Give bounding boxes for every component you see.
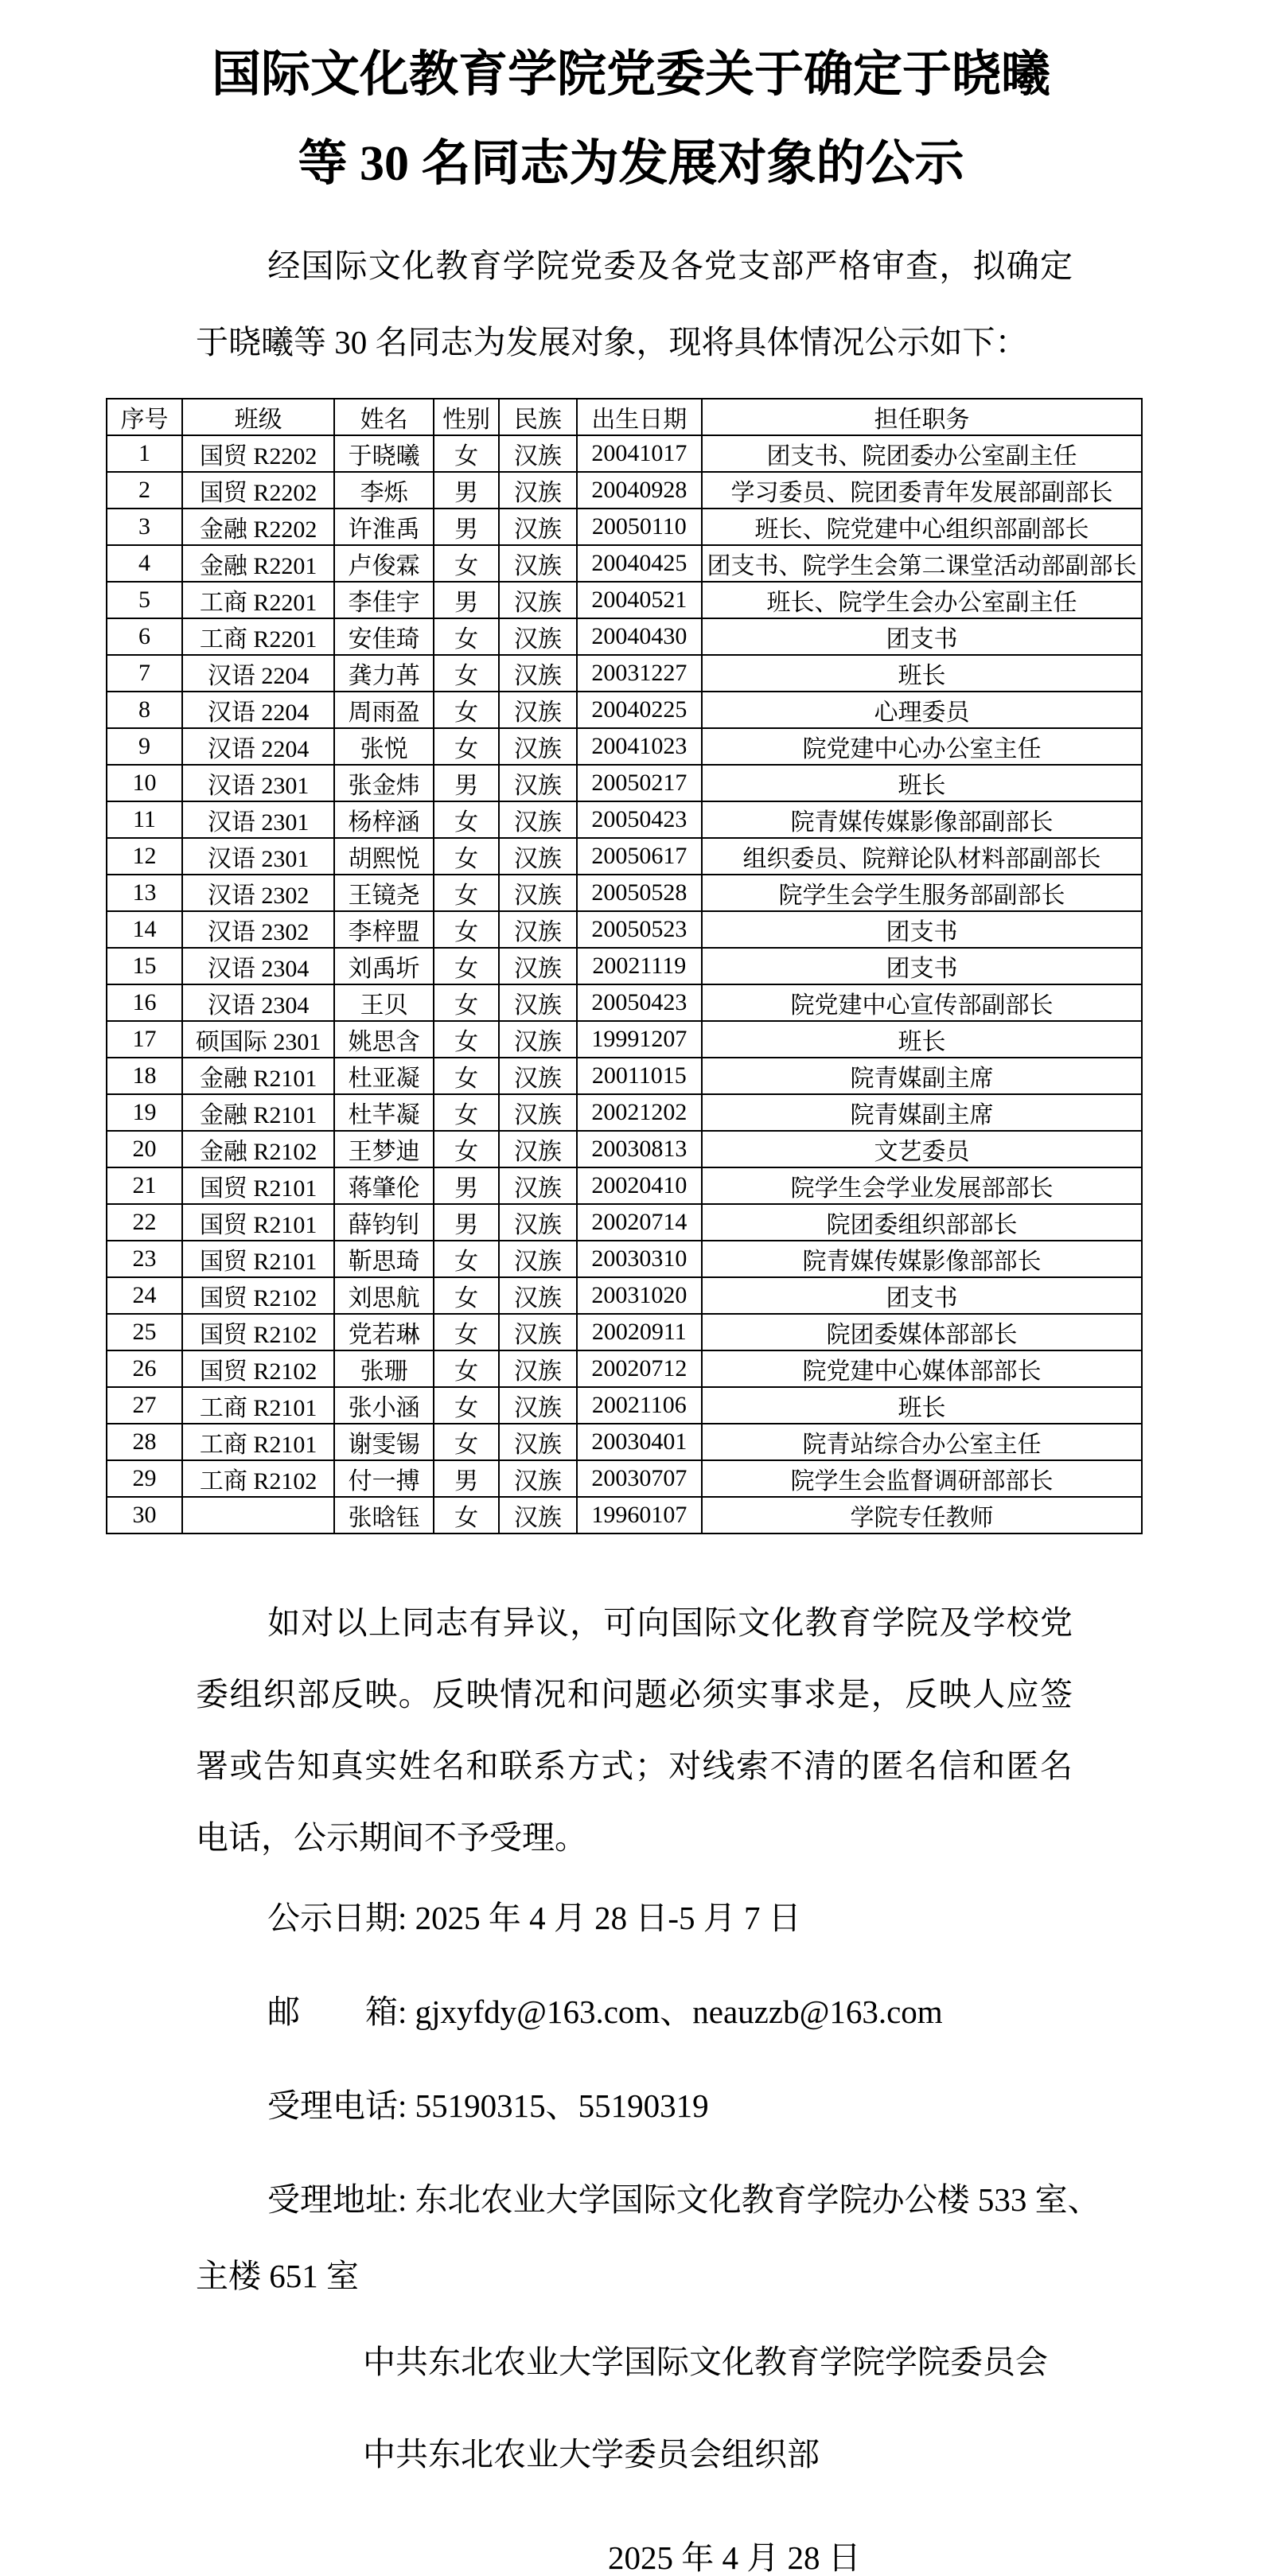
table-cell: 金融 R2101	[182, 1094, 334, 1131]
table-cell: 9	[107, 728, 182, 765]
table-cell: 王镜尧	[334, 875, 434, 911]
table-row	[107, 1314, 1142, 1350]
table-cell: 汉族	[499, 509, 577, 545]
table-row	[107, 472, 1142, 509]
table-cell: 18	[107, 1058, 182, 1094]
table-cell: 23	[107, 1241, 182, 1277]
table-cell: 团支书、院学生会第二课堂活动部副部长	[702, 545, 1142, 582]
table-cell: 20050528	[577, 875, 702, 911]
table-cell: 班长	[702, 765, 1142, 801]
table-cell: 1	[107, 435, 182, 472]
table-cell: 20031227	[577, 655, 702, 692]
table-cell: 20030813	[577, 1131, 702, 1167]
document-title	[0, 30, 1262, 208]
table-cell: 汉语 2301	[182, 801, 334, 838]
table-row	[107, 948, 1142, 984]
table-cell: 汉族	[499, 1131, 577, 1167]
table-cell: 汉族	[499, 1460, 577, 1497]
table-cell: 国贸 R2202	[182, 435, 334, 472]
table-cell: 汉族	[499, 1277, 577, 1314]
table-cell: 班长、院学生会办公室副主任	[702, 582, 1142, 618]
table-cell: 20020712	[577, 1350, 702, 1387]
document-title-line-1: 国际文化教育学院党委关于确定于晓曦	[211, 48, 1050, 102]
table-cell: 团支书	[702, 948, 1142, 984]
table-cell: 汉族	[499, 1021, 577, 1058]
table-cell: 女	[434, 1277, 499, 1314]
table-cell: 汉族	[499, 1241, 577, 1277]
table-cell: 谢雯锡	[334, 1424, 434, 1460]
table-cell: 汉语 2304	[182, 984, 334, 1021]
table-cell: 安佳琦	[334, 618, 434, 655]
table-cell: 20	[107, 1131, 182, 1167]
table-cell: 张珊	[334, 1350, 434, 1387]
table-cell: 20011015	[577, 1058, 702, 1094]
table-cell: 汉族	[499, 875, 577, 911]
table-cell: 女	[434, 1058, 499, 1094]
table-cell: 国贸 R2101	[182, 1204, 334, 1241]
table-cell: 王贝	[334, 984, 434, 1021]
table-cell: 团支书、院团委办公室副主任	[702, 435, 1142, 472]
table-cell: 20050110	[577, 509, 702, 545]
table-cell: 院青媒副主席	[702, 1094, 1142, 1131]
table-cell: 15	[107, 948, 182, 984]
table-cell: 24	[107, 1277, 182, 1314]
table-row	[107, 1241, 1142, 1277]
intro-paragraph: 经国际文化教育学院党委及各党支部严格审查，拟确定于晓曦等 30 名同志为发展对象，现将具体情况公示如下：	[196, 247, 1073, 360]
table-cell: 女	[434, 984, 499, 1021]
table-cell: 20040225	[577, 692, 702, 728]
table-cell: 10	[107, 765, 182, 801]
table-row	[107, 1350, 1142, 1387]
phone-line	[196, 2088, 1262, 2123]
table-cell: 汉语 2301	[182, 765, 334, 801]
table-cell: 20030401	[577, 1424, 702, 1460]
table-cell: 于晓曦	[334, 435, 434, 472]
table-cell: 汉族	[499, 1094, 577, 1131]
table-cell: 28	[107, 1424, 182, 1460]
table-cell: 汉族	[499, 1058, 577, 1094]
document-date: 2025 年 4 月 28 日	[608, 2539, 861, 2576]
notice-date-line	[196, 1900, 1262, 1935]
table-cell: 院青站综合办公室主任	[702, 1424, 1142, 1460]
phone-text: 受理电话: 55190315、55190319	[267, 2087, 709, 2124]
table-row	[107, 1497, 1142, 1534]
table-cell: 国贸 R2102	[182, 1314, 334, 1350]
table-row	[107, 582, 1142, 618]
table-cell: 杜亚凝	[334, 1058, 434, 1094]
signature-university-org-dept: 中共东北农业大学委员会组织部	[363, 2436, 820, 2473]
table-cell: 周雨盈	[334, 692, 434, 728]
table-cell: 29	[107, 1460, 182, 1497]
table-row	[107, 692, 1142, 728]
table-cell: 院团委媒体部部长	[702, 1314, 1142, 1350]
table-cell: 靳思琦	[334, 1241, 434, 1277]
table-cell: 工商 R2201	[182, 618, 334, 655]
table-cell: 姚思含	[334, 1021, 434, 1058]
signature-college-committee: 中共东北农业大学国际文化教育学院学院委员会	[363, 2344, 1048, 2380]
table-cell: 汉语 2302	[182, 875, 334, 911]
table-cell: 汉族	[499, 545, 577, 582]
table-cell: 12	[107, 838, 182, 875]
table-header-cell: 性别	[434, 399, 499, 435]
table-row	[107, 1460, 1142, 1497]
table-cell: 汉族	[499, 801, 577, 838]
document-title-line-2: 等 30 名同志为发展对象的公示	[298, 137, 964, 191]
table-cell: 20050217	[577, 765, 702, 801]
table-cell: 汉族	[499, 655, 577, 692]
roster-table-body	[107, 435, 1142, 1534]
table-cell: 19960107	[577, 1497, 702, 1534]
table-cell: 20040425	[577, 545, 702, 582]
table-cell: 工商 R2101	[182, 1424, 334, 1460]
table-cell	[182, 1497, 334, 1534]
table-row	[107, 1424, 1142, 1460]
table-cell: 张悦	[334, 728, 434, 765]
table-cell: 20040430	[577, 618, 702, 655]
table-cell: 院学生会学生服务部副部长	[702, 875, 1142, 911]
table-cell: 文艺委员	[702, 1131, 1142, 1167]
table-cell: 汉族	[499, 1387, 577, 1424]
table-row	[107, 801, 1142, 838]
table-cell: 女	[434, 728, 499, 765]
table-cell: 25	[107, 1314, 182, 1350]
table-cell: 20040521	[577, 582, 702, 618]
table-cell: 党若琳	[334, 1314, 434, 1350]
table-cell: 金融 R2202	[182, 509, 334, 545]
table-cell: 李梓盟	[334, 911, 434, 948]
table-cell: 男	[434, 472, 499, 509]
table-cell: 3	[107, 509, 182, 545]
table-cell: 心理委员	[702, 692, 1142, 728]
table-cell: 2	[107, 472, 182, 509]
table-cell: 汉族	[499, 1497, 577, 1534]
table-cell: 学院专任教师	[702, 1497, 1142, 1534]
table-cell: 学习委员、院团委青年发展部副部长	[702, 472, 1142, 509]
table-row	[107, 509, 1142, 545]
table-cell: 汉族	[499, 1314, 577, 1350]
table-row	[107, 1131, 1142, 1167]
table-cell: 团支书	[702, 911, 1142, 948]
table-cell: 汉族	[499, 838, 577, 875]
table-row	[107, 655, 1142, 692]
table-cell: 女	[434, 875, 499, 911]
table-cell: 女	[434, 948, 499, 984]
table-header-row	[107, 399, 1142, 435]
table-cell: 男	[434, 1167, 499, 1204]
table-cell: 李佳宇	[334, 582, 434, 618]
address-paragraph	[196, 2182, 1262, 2293]
table-cell: 女	[434, 1497, 499, 1534]
table-header-cell: 担任职务	[702, 399, 1142, 435]
table-cell: 20030310	[577, 1241, 702, 1277]
table-row	[107, 435, 1142, 472]
table-cell: 汉族	[499, 1424, 577, 1460]
table-cell: 4	[107, 545, 182, 582]
table-cell: 张金炜	[334, 765, 434, 801]
table-cell: 女	[434, 1424, 499, 1460]
table-cell: 胡熙悦	[334, 838, 434, 875]
table-cell: 汉族	[499, 765, 577, 801]
table-cell: 院党建中心办公室主任	[702, 728, 1142, 765]
table-cell: 20041023	[577, 728, 702, 765]
objection-paragraph: 如对以上同志有异议，可向国际文化教育学院及学校党委组织部反映。反映情况和问题必须实事求是，反映人应签署或告知真实姓名和联系方式；对线索不清的匿名信和匿名电话，公示期间不予受理。	[196, 1604, 1073, 1856]
notice-date-text: 公示日期: 2025 年 4 月 28 日-5 月 7 日	[267, 1900, 801, 1936]
table-cell: 男	[434, 1204, 499, 1241]
table-cell: 19991207	[577, 1021, 702, 1058]
table-cell: 汉语 2204	[182, 655, 334, 692]
table-cell: 院学生会监督调研部部长	[702, 1460, 1142, 1497]
table-cell: 20050617	[577, 838, 702, 875]
table-cell: 女	[434, 435, 499, 472]
table-row	[107, 1021, 1142, 1058]
table-header-cell: 民族	[499, 399, 577, 435]
table-cell: 院青媒副主席	[702, 1058, 1142, 1094]
table-row	[107, 838, 1142, 875]
table-cell: 汉族	[499, 911, 577, 948]
table-cell: 20021202	[577, 1094, 702, 1131]
table-cell: 女	[434, 801, 499, 838]
table-cell: 女	[434, 1094, 499, 1131]
table-cell: 团支书	[702, 618, 1142, 655]
table-cell: 20040928	[577, 472, 702, 509]
table-cell: 汉族	[499, 472, 577, 509]
table-cell: 22	[107, 1204, 182, 1241]
table-cell: 21	[107, 1167, 182, 1204]
table-row	[107, 1094, 1142, 1131]
table-cell: 女	[434, 655, 499, 692]
table-cell: 8	[107, 692, 182, 728]
table-cell: 20030707	[577, 1460, 702, 1497]
table-cell: 汉族	[499, 1167, 577, 1204]
table-cell: 20050423	[577, 801, 702, 838]
table-cell: 院青媒传媒影像部副部长	[702, 801, 1142, 838]
table-cell: 11	[107, 801, 182, 838]
table-cell: 20020714	[577, 1204, 702, 1241]
table-cell: 薛钧钊	[334, 1204, 434, 1241]
table-row	[107, 1387, 1142, 1424]
table-cell: 20050523	[577, 911, 702, 948]
table-cell: 国贸 R2101	[182, 1241, 334, 1277]
table-cell: 女	[434, 692, 499, 728]
table-row	[107, 1167, 1142, 1204]
table-cell: 17	[107, 1021, 182, 1058]
table-cell: 院团委组织部部长	[702, 1204, 1142, 1241]
table-cell: 刘思航	[334, 1277, 434, 1314]
table-cell: 工商 R2102	[182, 1460, 334, 1497]
table-cell: 20021106	[577, 1387, 702, 1424]
table-cell: 汉族	[499, 435, 577, 472]
table-cell: 27	[107, 1387, 182, 1424]
table-cell: 女	[434, 1021, 499, 1058]
table-cell: 14	[107, 911, 182, 948]
table-cell: 女	[434, 1314, 499, 1350]
table-cell: 女	[434, 1131, 499, 1167]
table-cell: 班长	[702, 1387, 1142, 1424]
table-cell: 汉语 2204	[182, 728, 334, 765]
table-cell: 男	[434, 582, 499, 618]
table-cell: 杜芊凝	[334, 1094, 434, 1131]
table-cell: 班长	[702, 1021, 1142, 1058]
table-cell: 汉语 2204	[182, 692, 334, 728]
table-cell: 国贸 R2102	[182, 1277, 334, 1314]
table-cell: 国贸 R2102	[182, 1350, 334, 1387]
table-cell: 16	[107, 984, 182, 1021]
table-cell: 刘禹圻	[334, 948, 434, 984]
table-cell: 班长、院党建中心组织部副部长	[702, 509, 1142, 545]
table-cell: 国贸 R2202	[182, 472, 334, 509]
table-cell: 20021119	[577, 948, 702, 984]
table-cell: 女	[434, 1387, 499, 1424]
table-cell: 汉族	[499, 1204, 577, 1241]
table-cell: 金融 R2101	[182, 1058, 334, 1094]
table-cell: 工商 R2101	[182, 1387, 334, 1424]
table-row	[107, 728, 1142, 765]
table-cell: 5	[107, 582, 182, 618]
table-cell: 金融 R2102	[182, 1131, 334, 1167]
table-row	[107, 1058, 1142, 1094]
table-cell: 汉族	[499, 1350, 577, 1387]
table-cell: 班长	[702, 655, 1142, 692]
table-row	[107, 765, 1142, 801]
table-cell: 20031020	[577, 1277, 702, 1314]
table-cell: 20041017	[577, 435, 702, 472]
table-cell: 男	[434, 509, 499, 545]
table-cell: 女	[434, 838, 499, 875]
table-cell: 13	[107, 875, 182, 911]
table-cell: 李烁	[334, 472, 434, 509]
table-cell: 张小涵	[334, 1387, 434, 1424]
table-row	[107, 1277, 1142, 1314]
table-row	[107, 1204, 1142, 1241]
table-cell: 女	[434, 1350, 499, 1387]
table-cell: 汉族	[499, 984, 577, 1021]
table-cell: 男	[434, 1460, 499, 1497]
table-cell: 院青媒传媒影像部部长	[702, 1241, 1142, 1277]
table-cell: 汉族	[499, 618, 577, 655]
table-cell: 20020410	[577, 1167, 702, 1204]
table-cell: 汉族	[499, 582, 577, 618]
email-line	[196, 1994, 1262, 2029]
table-row	[107, 545, 1142, 582]
table-cell: 卢俊霖	[334, 545, 434, 582]
table-cell: 女	[434, 1241, 499, 1277]
table-cell: 6	[107, 618, 182, 655]
table-header-cell: 序号	[107, 399, 182, 435]
table-header-cell: 班级	[182, 399, 334, 435]
table-cell: 20050423	[577, 984, 702, 1021]
table-header-cell: 姓名	[334, 399, 434, 435]
table-cell: 男	[434, 765, 499, 801]
document-page	[0, 30, 1262, 2576]
table-cell: 组织委员、院辩论队材料部副部长	[702, 838, 1142, 875]
table-cell: 女	[434, 618, 499, 655]
table-cell: 团支书	[702, 1277, 1142, 1314]
roster-table	[106, 398, 1143, 1534]
table-cell: 汉语 2302	[182, 911, 334, 948]
address-line-1: 受理地址: 东北农业大学国际文化教育学院办公楼 533 室、	[267, 2181, 1100, 2218]
table-cell: 26	[107, 1350, 182, 1387]
table-cell: 金融 R2201	[182, 545, 334, 582]
table-cell: 女	[434, 911, 499, 948]
table-header-cell: 出生日期	[577, 399, 702, 435]
table-row	[107, 984, 1142, 1021]
table-cell: 国贸 R2101	[182, 1167, 334, 1204]
table-cell: 汉族	[499, 692, 577, 728]
table-cell: 龚力苒	[334, 655, 434, 692]
table-cell: 院党建中心宣传部副部长	[702, 984, 1142, 1021]
table-cell: 汉族	[499, 948, 577, 984]
table-cell: 张晗钰	[334, 1497, 434, 1534]
table-cell: 7	[107, 655, 182, 692]
table-cell: 杨梓涵	[334, 801, 434, 838]
table-cell: 汉语 2301	[182, 838, 334, 875]
table-cell: 30	[107, 1497, 182, 1534]
table-cell: 许淮禹	[334, 509, 434, 545]
address-line-2: 主楼 651 室	[196, 2258, 359, 2294]
table-cell: 汉语 2304	[182, 948, 334, 984]
email-text: 邮 箱: gjxyfdy@163.com、neauzzb@163.com	[267, 1993, 943, 2030]
table-cell: 20020911	[577, 1314, 702, 1350]
table-row	[107, 618, 1142, 655]
table-cell: 女	[434, 545, 499, 582]
table-cell: 王梦迪	[334, 1131, 434, 1167]
table-cell: 硕国际 2301	[182, 1021, 334, 1058]
table-cell: 院学生会学业发展部部长	[702, 1167, 1142, 1204]
table-cell: 院党建中心媒体部部长	[702, 1350, 1142, 1387]
table-cell: 付一搏	[334, 1460, 434, 1497]
table-cell: 蒋肇伦	[334, 1167, 434, 1204]
table-row	[107, 875, 1142, 911]
table-cell: 19	[107, 1094, 182, 1131]
table-cell: 汉族	[499, 728, 577, 765]
table-cell: 工商 R2201	[182, 582, 334, 618]
table-row	[107, 911, 1142, 948]
